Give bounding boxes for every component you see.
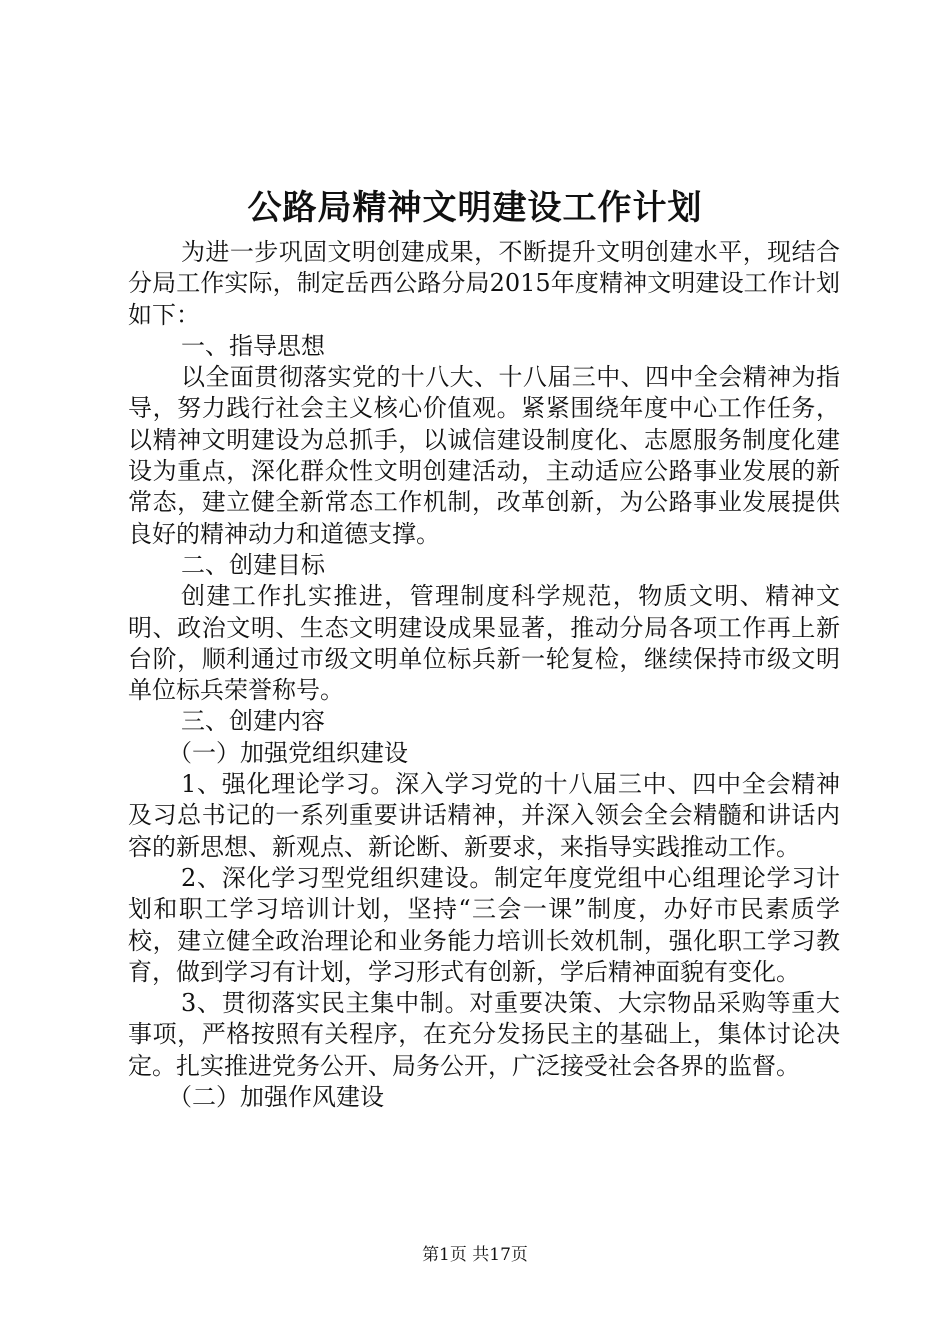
item-democratic-centralism: 3、贯彻落实民主集中制。对重要决策、大宗物品采购等重大事项，严格按照有关程序，在充分发扬民主的基础上，集体讨论决定。扎实推进党务公开、局务公开，广泛接受社会各界的监督。 [128, 989, 840, 1080]
page-number-footer: 第1页 共17页 [422, 1245, 528, 1265]
document-body [128, 237, 840, 1113]
item-theory-study: 1、强化理论学习。深入学习党的十八届三中、四中全会精神及习总书记的一系列重要讲话精神，并深入领会全会精髓和讲话内容的新思想、新观点、新论断、新要求，来指导实践推动工作。 [128, 770, 840, 861]
section-heading-guiding-ideology: 一、指导思想 [181, 331, 325, 360]
intro-paragraph: 为进一步巩固文明创建成果，不断提升文明创建水平，现结合分局工作实际，制定岳西公路分局2015年度精神文明建设工作计划如下： [128, 238, 840, 329]
section-heading-content: 三、创建内容 [181, 707, 325, 736]
guiding-ideology-paragraph: 以全面贯彻落实党的十八大、十八届三中、四中全会精神为指导，努力践行社会主义核心价值观。紧紧围绕年度中心工作任务，以精神文明建设为总抓手，以诚信建设制度化、志愿服务制度化建设为重点，深化群众性文明创建活动，主动适应公路事业发展的新常态，建立健全新常态工作机制，改革创新，为公路事业发展提供良好的精神动力和道德支撑。 [128, 363, 840, 548]
item-learning-organization: 2、深化学习型党组织建设。制定年度党组中心组理论学习计划和职工学习培训计划，坚持“三会一课”制度，办好市民素质学校，建立健全政治理论和业务能力培训长效机制，强化职工学习教育，做到学习有计划，学习形式有创新，学后精神面貌有变化。 [128, 863, 840, 986]
subsection-heading-work-style: （二）加强作风建设 [168, 1083, 384, 1112]
document-title: 公路局精神文明建设工作计划 [247, 188, 703, 228]
section-heading-goals: 二、创建目标 [181, 550, 325, 579]
goals-paragraph: 创建工作扎实推进，管理制度科学规范，物质文明、精神文明、政治文明、生态文明建设成果显著，推动分局各项工作再上新台阶，顺利通过市级文明单位标兵新一轮复检，继续保持市级文明单位标兵荣誉称号。 [128, 582, 840, 705]
subsection-heading-party-building: （一）加强党组织建设 [168, 738, 408, 767]
